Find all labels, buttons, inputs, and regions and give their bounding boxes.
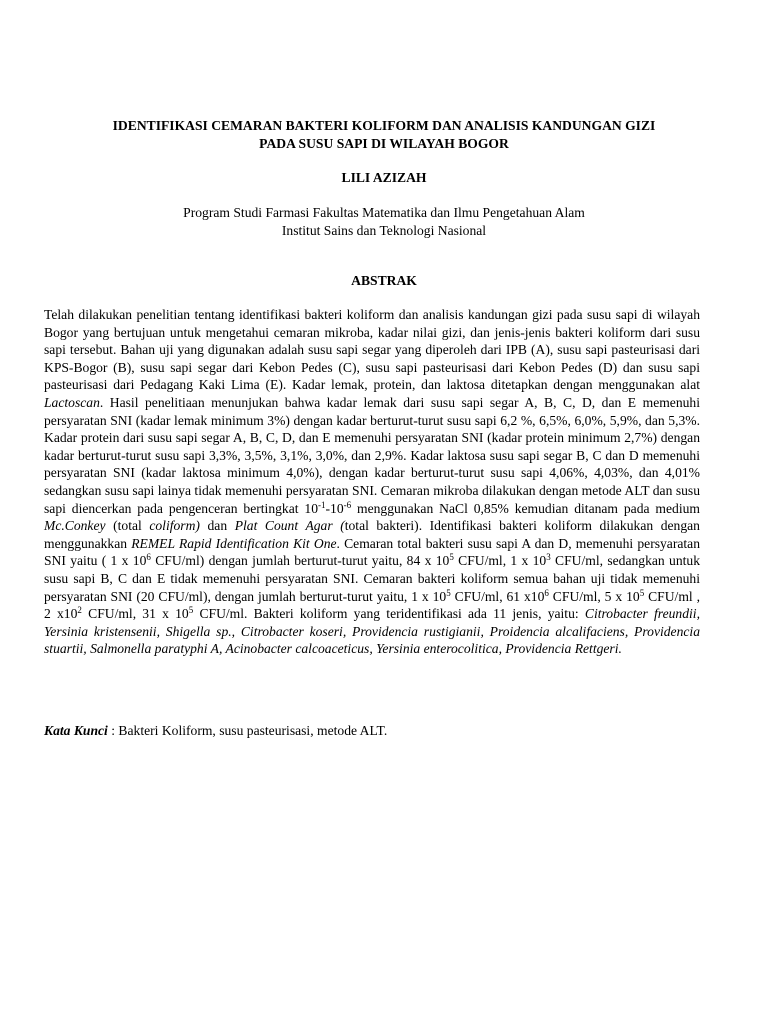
abstract-text: total bakteri). Identifikasi bakteri koliform dilakukan dengan menggunakkan <box>44 518 700 551</box>
abstract-text: CFU/ml. Bakteri koliform yang teridentifikasi ada 11 jenis, yaitu: <box>193 606 585 622</box>
abstract-text: CFU/ml, sedangkan untuk susu sapi B, C dan E tidak memenuhi persyaratan SNI. Cemaran bakteri koliform semua bahan uji tidak memenuhi persyaratan SNI (20 CFU/ml), dengan jumlah berturut-turut yaitu, 1 x 10 <box>44 553 700 604</box>
abstract-text: . Hasil penelitiaan menunjukan bahwa kadar lemak dari susu sapi segar A, B, C, D, dan E memenuhi persyaratan SNI (kadar lemak minimum 3%) dengan kadar berturut-turut susu sapi 6,2 %, 6,5%, 6,0%, 5,9%, dan 5,3%. Kadar protein dari susu sapi segar A, B, C, D, dan E memenuhi persyaratan SNI (kadar protein minimum 2,7%) dengan kadar berturut-turut susu sapi 3,3%, 3,5%, 3,1%, 3,0%, dan 2,9%. Kadar laktosa susu sapi segar B, C dan D memenuhi persyaratan SNI (kadar laktosa minimum 4,0%), dengan kadar berturut-turut susu sapi 4,06%, 4,03%, dan 4,01% sedangkan susu sapi lainya tidak memenuhi persyaratan SNI. Cemaran mikroba dilakukan dengan metode ALT dan susu sapi diencerkan pada pengenceran bertingkat 10 <box>44 394 700 516</box>
abstract-superscript: 3 <box>546 552 551 563</box>
abstract-superscript: 6 <box>544 587 549 598</box>
abstract-superscript: 5 <box>449 552 454 563</box>
affiliation <box>60 204 708 239</box>
abstract-text: Telah dilakukan penelitian tentang identifikasi bakteri koliform dan analisis kandungan gizi pada susu sapi di wilayah Bogor yang bertujuan untuk mengetahui cemaran mikroba, kadar nilai gizi, dan jenis-jenis bakteri koliform dari susu sapi tersebut. Bahan uji yang digunakan adalah susu sapi segar yang diperoleh dari IPB (A), susu sapi pasteurisasi dari KPS-Bogor (B), susu sapi segar dari Kebon Pedes (C), susu sapi pasteurisasi dari Kebon Pedes (D) dan susu sapi pasteurisasi dari Pedagang Kaki Lima (E). Kadar lemak, protein, dan laktosa ditetapkan dengan menggunakan alat <box>44 307 700 393</box>
abstract-text: CFU/ml, 61 x10 <box>450 588 545 604</box>
abstract-superscript: 5 <box>446 587 451 598</box>
abstract-superscript: 5 <box>188 605 194 616</box>
abstract-text: dan <box>199 518 235 534</box>
abstract-text: (total <box>105 518 150 534</box>
abstract-italic: Lactoscan <box>44 394 100 410</box>
abstract-text: menggunakan NaCl 0,85% kemudian ditanam pada medium <box>351 500 700 516</box>
abstract-superscript: 2 <box>77 605 82 616</box>
abstract-italic: coliform) <box>149 518 200 534</box>
abstract-superscript: -1 <box>318 499 326 510</box>
abstract-text: CFU/ml, 1 x 10 <box>453 553 547 569</box>
abstract-italic: Plat Count Agar ( <box>234 518 345 534</box>
abstract-body <box>44 306 700 658</box>
abstract-superscript: 5 <box>639 587 645 598</box>
keywords <box>44 722 700 739</box>
abstract-text: CFU/ml, 5 x 10 <box>548 588 640 604</box>
abstract-text: CFU/ml) dengan jumlah berturut-turut yaitu, 84 x 10 <box>150 553 450 569</box>
keywords-text: : Bakteri Koliform, susu pasteurisasi, metode ALT. <box>107 723 388 738</box>
abstract-italic: REMEL Rapid Identification Kit One <box>131 535 337 551</box>
abstract-superscript: 6 <box>146 552 151 563</box>
keywords-label: Kata Kunci <box>44 723 108 738</box>
paper-title <box>60 117 708 152</box>
abstract-text: . Cemaran total bakteri susu sapi A dan D, memenuhi persyaratan SNI yaitu ( 1 x 10 <box>44 535 701 569</box>
abstract-superscript: -6 <box>343 499 352 510</box>
abstract-text: CFU/ml, 31 x 10 <box>81 606 189 622</box>
abstract-heading: ABSTRAK <box>351 273 417 288</box>
abstract-text: CFU/ml , 2 x10 <box>44 588 700 622</box>
bacteria-species-list: Citrobacter freundii, Yersinia kristensenii, Shigella sp., Citrobacter koseri, Providencia rustigianii, Proidencia alcalifaciens, Providencia stuartii, Salmonella paratyphi A, Acinobacter calcoaceticus, Yersinia enterocolitica, Providencia Rettgeri. <box>44 606 700 657</box>
affiliation-line-1: Program Studi Farmasi Fakultas Matematika dan Ilmu Pengetahuan Alam <box>183 205 585 220</box>
abstract-text: -10 <box>325 500 344 516</box>
title-line-2: PADA SUSU SAPI DI WILAYAH BOGOR <box>259 135 509 151</box>
abstract-italic: Mc.Conkey <box>44 518 106 534</box>
affiliation-line-2: Institut Sains dan Teknologi Nasional <box>281 222 487 238</box>
title-line-1: IDENTIFIKASI CEMARAN BAKTERI KOLIFORM DAN ANALISIS KANDUNGAN GIZI <box>112 118 656 133</box>
author-name: LILI AZIZAH <box>341 170 427 185</box>
